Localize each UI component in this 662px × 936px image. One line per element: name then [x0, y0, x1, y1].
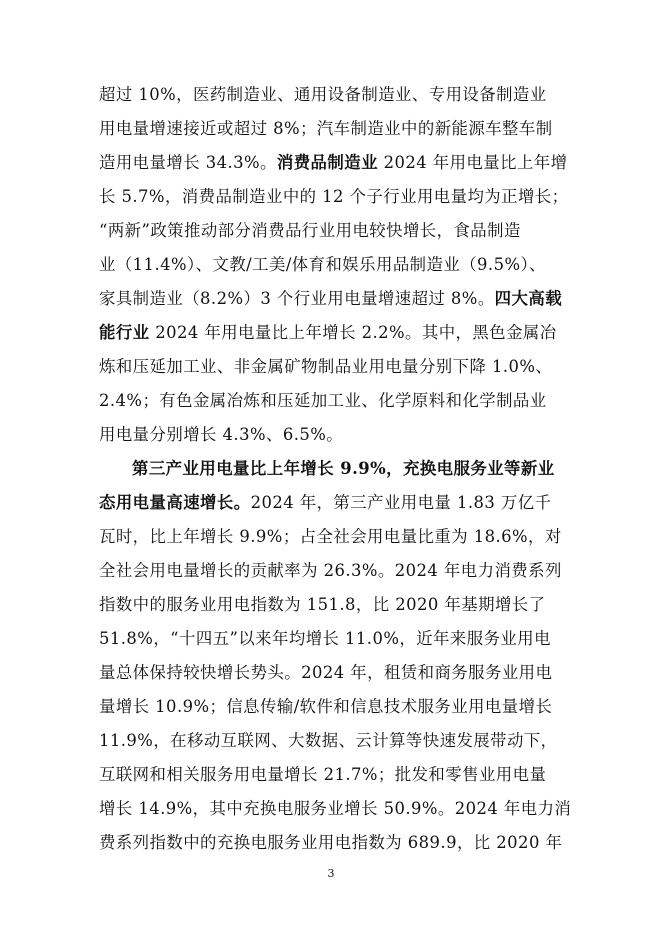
text-line: 业（11.4%）、文教/工美/体育和娱乐用品制造业（9.5%）、	[99, 255, 546, 274]
bold-heading-tertiary-cont: 态用电量高速增长。	[99, 493, 251, 512]
text-run: 家具制造业（8.2%）3 个行业用电量增速超过 8%。	[99, 289, 495, 308]
text-line: 长 5.7%，消费品制造业中的 12 个子行业用电量均为正增长；	[99, 187, 569, 206]
text-line: 量增长 10.9%；信息传输/软件和信息技术服务业用电量增长	[99, 697, 553, 716]
bold-heading-tertiary: 第三产业用电量比上年增长 9.9%，充换电服务业等新业	[132, 459, 555, 478]
text-line: 量总体保持较快增长势头。2024 年，租赁和商务服务业用电	[99, 663, 553, 682]
bold-heading-consumer-goods: 消费品制造业	[276, 153, 378, 172]
text-line: 增长 14.9%，其中充换电服务业增长 50.9%。2024 年电力消	[99, 799, 572, 818]
page-number: 3	[327, 867, 335, 880]
text-line	[99, 316, 557, 350]
text-line: 炼和压延加工业、非金属矿物制品业用电量分别下降 1.0%、	[99, 357, 553, 376]
text-line: 2.4%；有色金属冶炼和压延加工业、化学原料和化学制品业	[99, 391, 547, 410]
text-line: “两新”政策推动部分消费品行业用电较快增长，食品制造	[99, 221, 521, 240]
text-line: 指数中的服务业用电指数为 151.8，比 2020 年基期增长了	[99, 595, 546, 614]
text-line: 用电量分别增长 4.3%、6.5%。	[99, 425, 344, 444]
text-line: 瓦时，比上年增长 9.9%；占全社会用电量比重为 18.6%，对	[99, 527, 562, 546]
text-line: 超过 10%，医药制造业、通用设备制造业、专用设备制造业	[99, 85, 547, 104]
text-line: 11.9%，在移动互联网、大数据、云计算等快速发展带动下，	[99, 731, 558, 750]
text-line: 全社会用电量增长的贡献率为 26.3%。2024 年电力消费系列	[99, 561, 562, 580]
text-line	[99, 486, 551, 520]
text-run: 2024 年用电量比上年增	[377, 153, 568, 172]
text-run: 2024 年用电量比上年增长 2.2%。其中，黑色金属冶	[149, 323, 557, 342]
text-line	[132, 452, 555, 486]
text-line: 用电量增速接近或超过 8%；汽车制造业中的新能源车整车制	[99, 119, 553, 138]
text-run: 造用电量增长 34.3%。	[99, 153, 277, 172]
text-line	[99, 146, 567, 180]
bold-heading-energy-intensive: 四大高载	[494, 289, 563, 308]
text-line: 51.8%，“十四五”以来年均增长 11.0%，近年来服务业用电	[99, 629, 551, 648]
text-line: 费系列指数中的充换电服务业用电指数为 689.9，比 2020 年	[99, 833, 563, 852]
bold-heading-energy-intensive-cont: 能行业	[99, 323, 150, 342]
text-line	[99, 282, 562, 316]
text-run: 2024 年，第三产业用电量 1.83 万亿千	[250, 493, 552, 512]
text-line: 互联网和相关服务用电量增长 21.7%；批发和零售业用电量	[99, 765, 547, 784]
